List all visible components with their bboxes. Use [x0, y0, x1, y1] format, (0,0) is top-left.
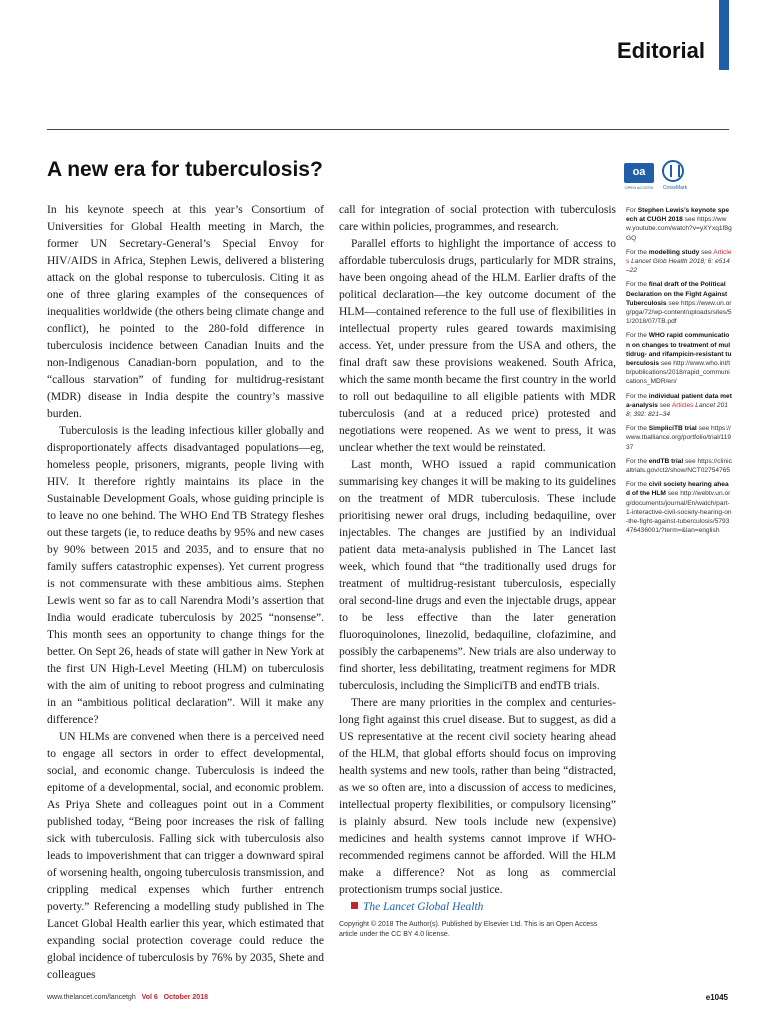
- square-bullet-icon: [351, 902, 358, 909]
- note-link[interactable]: https://www.youtube.com/watch?v=yXYxq1f8gGQ: [626, 216, 732, 242]
- margin-note: For the civil society hearing ahead of the HLM see http://webtv.un.org/documents/journal/En/watch/part-1-interactive-civil-society-hearing-on-the-fight-against-tuberculosis/5793476436001/?term=&lan=english: [626, 481, 732, 535]
- margin-note: For the WHO rapid communication on changes to treatment of multidrug- and rifampicin-resistant tuberculosis see http://www.who.int/tb/publications/2018/rapid_communications_MDR/en/: [626, 332, 732, 386]
- section-label: Editorial: [616, 38, 705, 63]
- paragraph: UN HLMs are convened when there is a perceived need to engage all sectors in order to effect developmental, social, and economic change. Tuberculosis is indeed the epitome of a developmental, social, and economic problem. As Priya Shete and colleagues point out in a Comment published today, “Being poor increases the risk of falling sick with tuberculosis. Falling sick with tuberculosis also leads to impoverishment that can trigger a downward spiral of worsening health, ongoing tuberculosis transmission, and crippling medical expenses which further entrench poverty.” Referencing a modelling study published in The Lancet Global Health earlier this year, which estimated that expanding social protection coverage could reduce the global incidence of tuberculosis by 76% by 2035, Shete and colleagues: [47, 731, 324, 981]
- margin-note: For the final draft of the Political Declaration on the Fight Against Tuberculosis see https://www.un.org/pga/72/wp-content/uploads/sites/51/2018/07/TB.pdf: [626, 281, 732, 326]
- paragraph: Tuberculosis is the leading infectious killer globally and disproportionately affects disadvantaged populations—eg, homeless people, prisoners, migrants, people living with HIV. It therefore rightly maintains its place in the Sustainable Development Goals, whose guiding principle is to leave no one behind. The WHO End TB Strategy fleshes out these targets (ie, to reduce deaths by 95% and new cases by 90% between 2015 and 2035, and to ensure that no family suffers catastrophic expenses). Yet current progress is not commensurate with these ambitious aims. Stephen Lewis went so far as to call Narendra Modi’s assertion that India would eradicate tuberculosis by 2025 “nonsense”. This month sees an opportunity to change things for the better. On Sept 26, heads of state will gather in New York at the first UN High-Level Meeting (HLM) on tuberculosis with the aim of uniting to reboot progress and culminating in an “ambitious political declaration”. Will it make any difference?: [47, 425, 324, 726]
- article-title: A new era for tuberculosis?: [47, 158, 323, 181]
- signature-text: The Lancet Global Health: [363, 901, 484, 913]
- margin-note: For the individual patient data meta-analysis see Articles Lancet 2018; 392: 821–34: [626, 392, 732, 419]
- issue-date: October 2018: [163, 994, 208, 1001]
- margin-notes: [626, 206, 732, 541]
- crossmark-caption: CrossMark: [662, 185, 688, 191]
- note-link[interactable]: Articles: [671, 401, 694, 409]
- accent-bar: [719, 0, 729, 70]
- margin-note: For the SimpliciTB trial see https://www.tballiance.org/portfolio/trial/11937: [626, 425, 732, 451]
- paragraph: Last month, WHO issued a rapid communication summarising key changes it will be making to its guidelines on the treatment of MDR tuberculosis. These include prioritising newer oral drugs, including bedaquiline, over injectables. The changes are justified by an individual patient data meta-analysis published in The Lancet last week, which found that “the traditionally used drugs for treatment of multidrug-resistant tuberculosis, especially oral second-line drugs and even the injectable drugs, appear to be less effective than the later generation fluoroquinolones, linezolid, bedaquiline, clofazimine, and possibly the carbapenems”. New trials are also underway to find shorter, less debilitating, treatment regimens for MDR tuberculosis, including the SimpliciTB and endTB trials.: [339, 459, 616, 692]
- open-access-icon[interactable]: oa: [624, 163, 654, 183]
- note-link[interactable]: https://clinicaltrials.gov/ct2/show/NCT02754765: [626, 457, 732, 475]
- margin-note: For the endTB trial see https://clinicaltrials.gov/ct2/show/NCT02754765: [626, 457, 732, 475]
- crossmark-icon[interactable]: [662, 160, 684, 182]
- margin-note: For the modelling study see Articles Lancet Glob Health 2018; 6: e514–22: [626, 248, 732, 275]
- note-link[interactable]: Articles: [626, 248, 732, 266]
- footer-info: [47, 994, 208, 1001]
- signature: [339, 899, 616, 916]
- note-link[interactable]: http://webtv.un.org/documents/journal/En/watch/part-1-interactive-civil-society-hearing-on-the-fight-against-tuberculosis/5793476436001/?term=&lan=english: [626, 490, 732, 535]
- note-link[interactable]: http://www.who.int/tb/publications/2018/rapid_communications_MDR/en/: [626, 360, 731, 386]
- copyright-notice: Copyright © 2018 The Author(s). Published by Elsevier Ltd. This is an Open Access article under the CC BY 4.0 license.: [339, 921, 598, 938]
- paragraph: In his keynote speech at this year’s Consortium of Universities for Global Health meeting in March, the former UN Secretary-General’s Special Envoy for HIV/AIDS in Africa, Stephen Lewis, delivered a blistering attack on the global response to tuberculosis. Citing it as one of three glaring examples of the consequences of inequalities worldwide (the others being climate change and conflict), he pointed to the 280-fold difference in tuberculosis incidence between Canadian Inuits and the non-Indigenous Canadian-born population, and to the “callous starvation” of funding for multidrug-resistant (MDR) disease in India despite the country’s massive burden.: [47, 204, 324, 420]
- paragraph: call for integration of social protection with tuberculosis care within policies, programmes, and research.: [339, 204, 616, 233]
- journal-url[interactable]: www.thelancet.com/lancetgh: [47, 994, 136, 1001]
- page-number: e1045: [705, 993, 728, 1002]
- article-column-middle: [339, 202, 616, 940]
- header-rule: [47, 129, 729, 130]
- open-access-caption: OPEN ACCESS: [624, 185, 654, 190]
- note-link[interactable]: https://www.un.org/pga/72/wp-content/uploads/sites/51/2018/07/TB.pdf: [626, 299, 732, 326]
- note-link[interactable]: https://www.tballiance.org/portfolio/trial/11937: [626, 425, 732, 451]
- margin-note: For Stephen Lewis’s keynote speech at CUGH 2018 see https://www.youtube.com/watch?v=yXYxq1f8gGQ: [626, 207, 732, 242]
- article-column-left: [47, 202, 324, 984]
- volume: Vol 6: [141, 994, 158, 1001]
- paragraph: Parallel efforts to highlight the importance of access to affordable tuberculosis drugs, particularly for MDR strains, have been ongoing ahead of the HLM. Earlier drafts of the political declaration—the key outcome document of the HLM—contained reference to the full use of flexibilities in intellectual property rules geared towards maximising access. Yet, under pressure from the USA and others, the final draft saw these provisions weakened. South Africa, which the same month became the first country in the world to roll out bedaquiline to all eligible patients with MDR tuberculosis (and at a reduced price) protested and negotiations were reopened. As we went to press, it was unclear whether the text would be reinstated.: [339, 238, 616, 454]
- paragraph: There are many priorities in the complex and centuries-long fight against this cruel disease. But to suggest, as did a US representative at the recent civil society hearing ahead of the HLM, that global efforts should focus on improving health systems and new tools, rather than being “distracted, as we so often are, into a discussion of access to medicines, intellectual property flexibilities, or compulsory licensing” is plainly absurd. New tools include new (expensive) medicines and health systems cannot improve if WHO-recommended regimens cannot be afforded. Will the HLM make a difference? Not as long as commercial protectionism trumps social justice.: [339, 697, 616, 896]
